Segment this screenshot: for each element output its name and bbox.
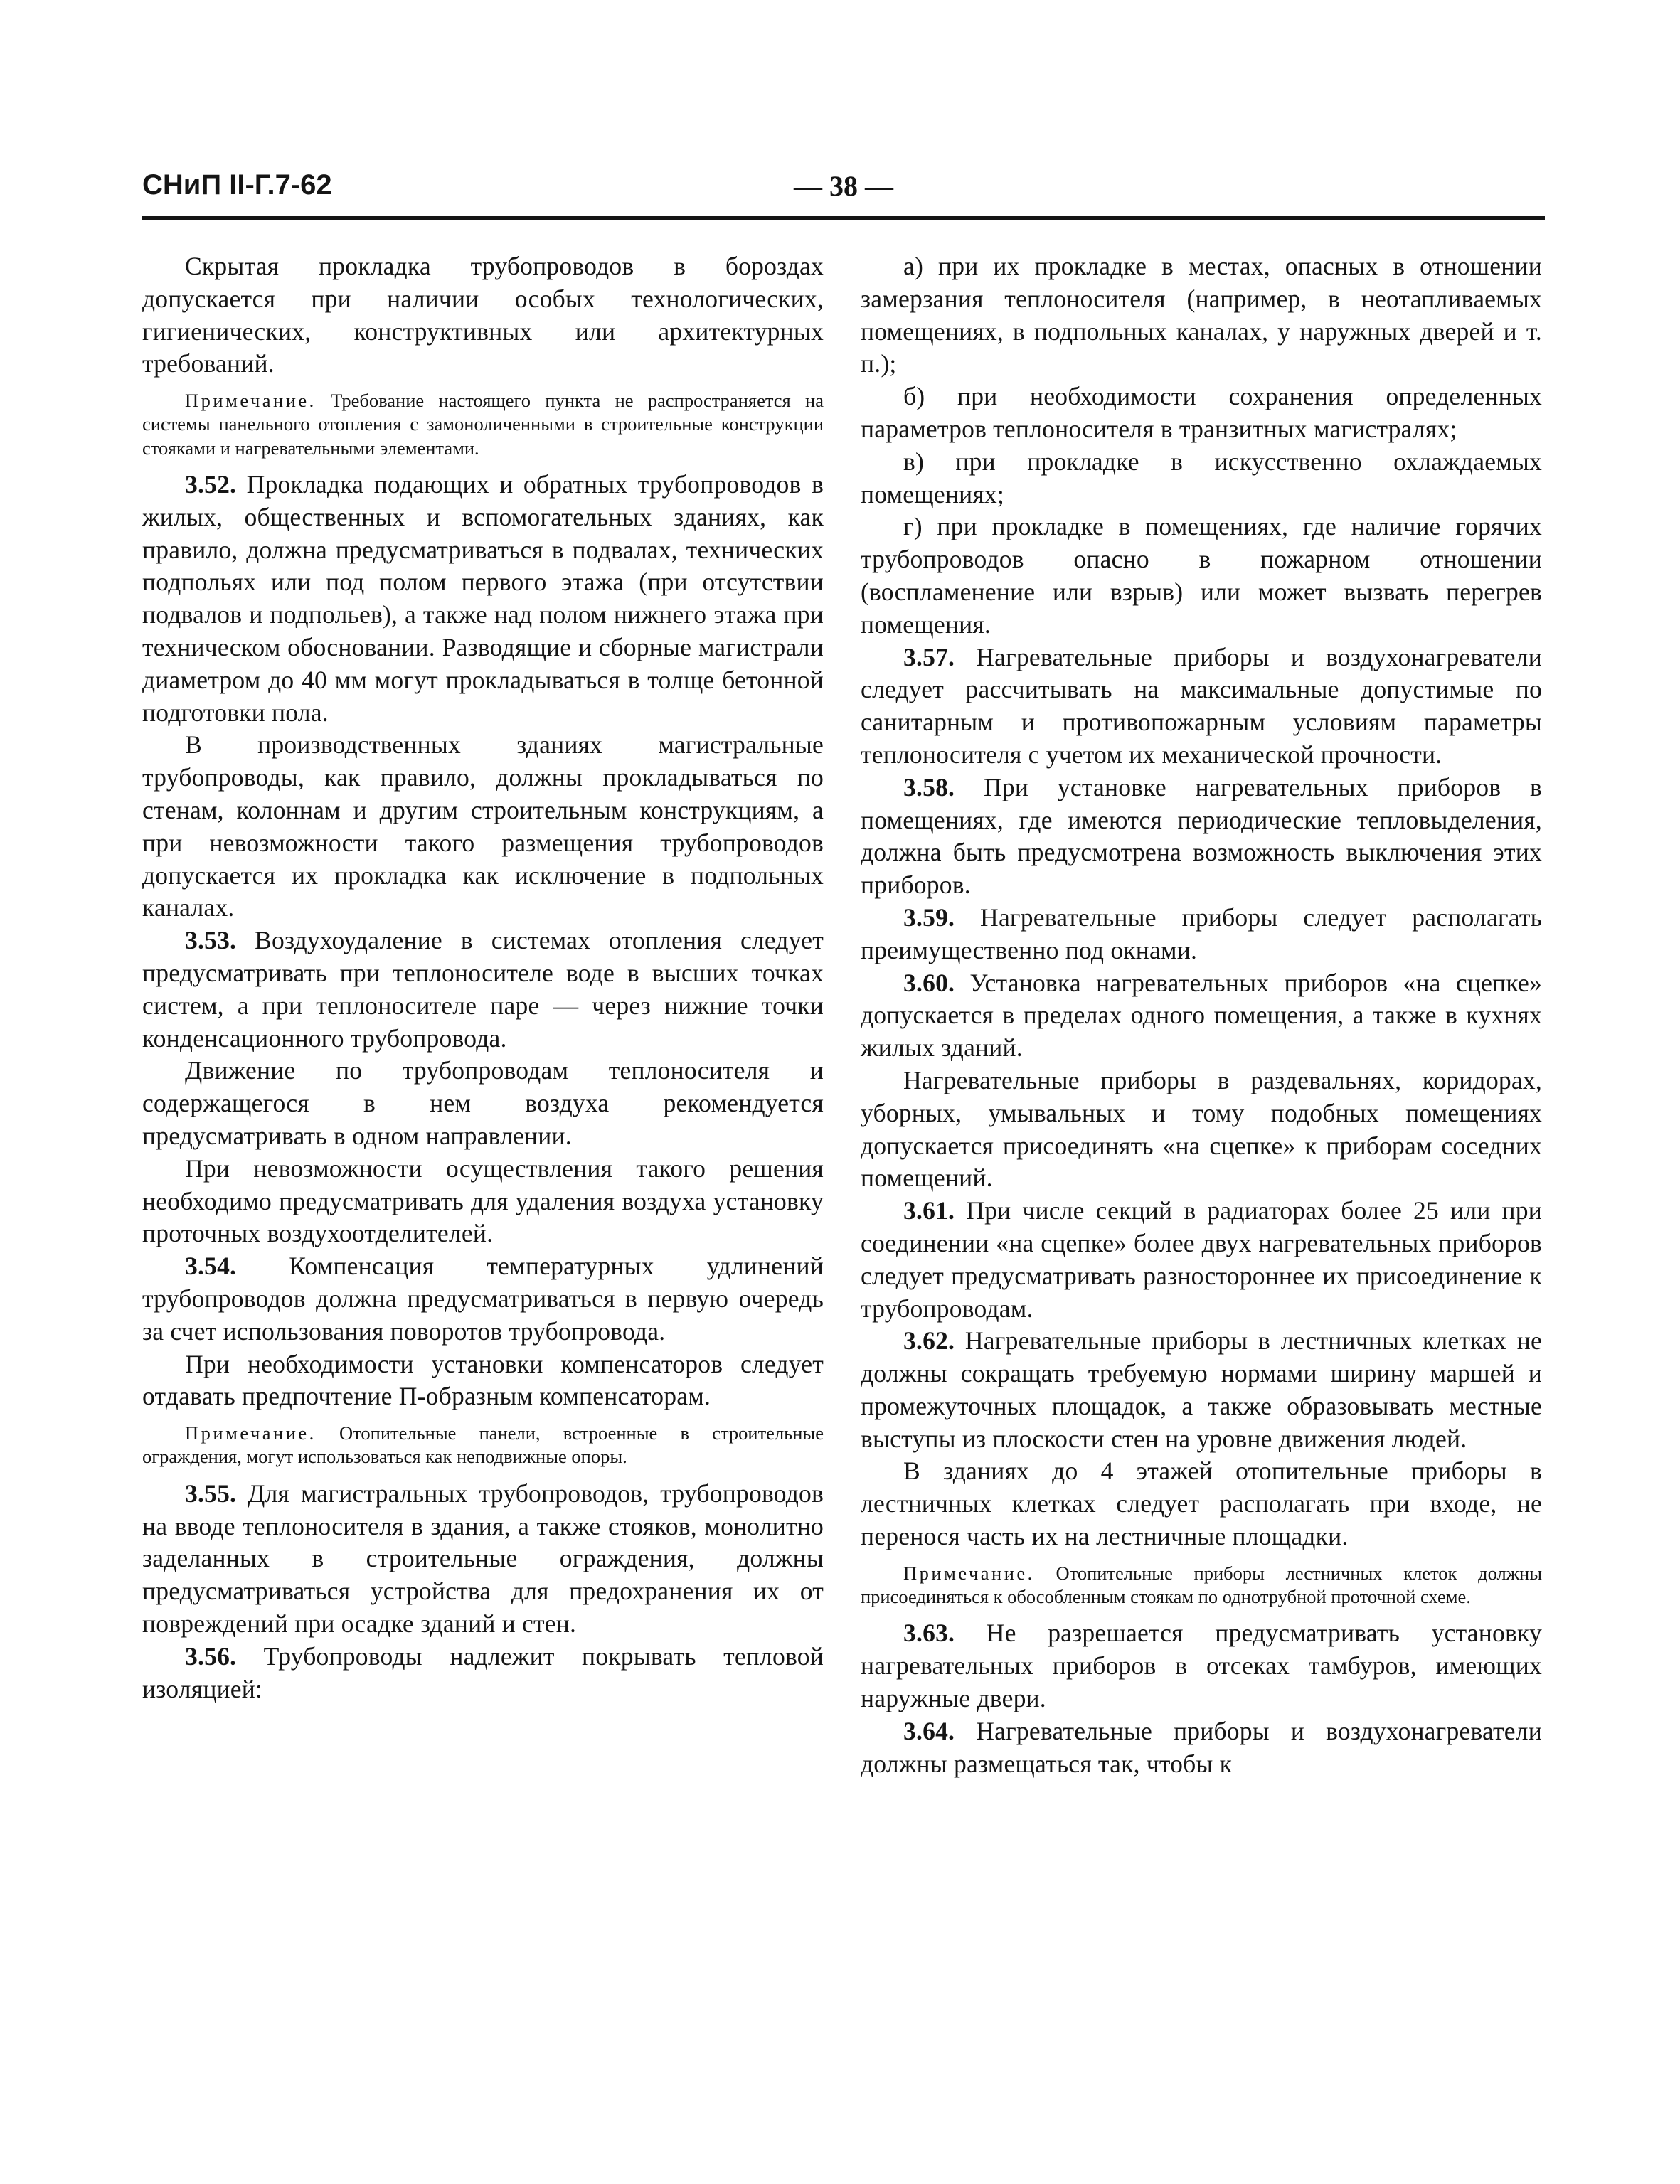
note-text: Отопительные панели, встроенные в строительные ограждения, могут использоваться как неподвижные опоры. <box>142 1422 824 1468</box>
text-paragraph <box>142 250 824 380</box>
clause-number: 3.61. <box>903 1196 955 1225</box>
paragraph-text: Компенсация температурных удлинений трубопроводов должна предусматриваться в первую очередь за счет использования поворотов трубопровода. <box>142 1252 824 1346</box>
clause-number: 3.54. <box>185 1252 237 1281</box>
text-paragraph <box>861 380 1542 446</box>
paragraph-text: а) при их прокладке в местах, опасных в отношении замерзания теплоносителя (например, в неотапливаемых помещениях, в подпольных каналах, у наружных дверей и т. п.); <box>861 252 1542 378</box>
page-number: — 38 — <box>794 170 893 202</box>
paragraph-text: В зданиях до 4 этажей отопительные приборы в лестничных клетках следует располагать при входе, не перенося часть их на лестничные площадки. <box>861 1456 1542 1551</box>
text-paragraph <box>142 1055 824 1152</box>
paragraph-text: Нагревательные приборы и воздухонагреватели должны размещаться так, чтобы к <box>861 1716 1542 1778</box>
clause-number: 3.62. <box>903 1326 955 1355</box>
text-paragraph <box>861 1065 1542 1195</box>
document-code: СНиП II-Г.7-62 <box>142 169 332 201</box>
note-text: Требование настоящего пункта не распространяется на системы панельного отопления с замоноличенными в строительные конструкции стояками и нагревательными элементами. <box>142 390 824 459</box>
text-paragraph <box>861 511 1542 641</box>
clause-paragraph <box>861 641 1542 772</box>
text-paragraph <box>142 1153 824 1250</box>
clause-paragraph <box>861 1617 1542 1715</box>
text-paragraph <box>142 1348 824 1414</box>
paragraph-text: В производственных зданиях магистральные трубопроводы, как правило, должны прокладываться по стенам, колоннам и другим строительным конструкциям, а при невозможности такого размещения трубопроводов допускается их прокладка как исключение в подпольных каналах. <box>142 730 824 922</box>
note-text: Отопительные приборы лестничных клеток должны присоединяться к обособленным стоякам по однотрубной проточной схеме. <box>861 1562 1543 1608</box>
clause-number: 3.52. <box>185 470 237 499</box>
text-paragraph <box>861 1455 1542 1552</box>
clause-number: 3.64. <box>903 1716 955 1745</box>
paragraph-text: При необходимости установки компенсаторов следует отдавать предпочтение П-образным компенсаторам. <box>142 1349 824 1411</box>
paragraph-text: Установка нагревательных приборов «на сцепке» допускается в пределах одного помещения, а также в кухнях жилых зданий. <box>861 968 1542 1062</box>
clause-paragraph <box>861 1325 1542 1455</box>
text-paragraph <box>142 729 824 925</box>
paragraph-text: Нагревательные приборы и воздухонагреватели следует рассчитывать на максимальные допустимые по санитарным и противопожарным условиям параметры теплоносителя с учетом их механической прочности. <box>861 642 1542 769</box>
note-label: Примечание. <box>185 390 317 412</box>
clause-number: 3.56. <box>185 1641 237 1671</box>
paragraph-text: Трубопроводы надлежит покрывать тепловой изоляцией: <box>142 1641 824 1703</box>
paragraph-text: г) при прокладке в помещениях, где наличие горячих трубопроводов опасно в пожарном отношении (воспламенение или взрыв) или может вызвать перегрев помещения. <box>861 512 1542 639</box>
clause-paragraph <box>861 1195 1542 1325</box>
right-column <box>861 250 1542 1780</box>
paragraph-text: б) при необходимости сохранения определенных параметров теплоносителя в транзитных магистралях; <box>861 382 1542 443</box>
note-label: Примечание. <box>185 1422 317 1444</box>
paragraph-text: При невозможности осуществления такого решения необходимо предусматривать для удаления воздуха установку проточных воздухоотделителей. <box>142 1154 824 1248</box>
text-paragraph <box>861 250 1542 380</box>
clause-number: 3.58. <box>903 772 955 801</box>
clause-paragraph <box>142 1250 824 1348</box>
clause-paragraph <box>142 1478 824 1641</box>
paragraph-text: Движение по трубопроводам теплоносителя и содержащегося в нем воздуха рекомендуется предусматривать в одном направлении. <box>142 1056 824 1151</box>
clause-number: 3.59. <box>903 902 955 932</box>
clause-paragraph <box>142 1641 824 1706</box>
clause-paragraph <box>861 967 1542 1065</box>
clause-number: 3.57. <box>903 642 955 671</box>
clause-paragraph <box>861 1715 1542 1781</box>
text-paragraph <box>861 446 1542 511</box>
clause-number: 3.55. <box>185 1479 237 1508</box>
paragraph-text: Нагревательные приборы в раздевальнях, коридорах, уборных, умывальных и тому подобных помещениях допускается присоединять «на сцепке» к приборам соседних помещений. <box>861 1065 1542 1193</box>
page-header <box>142 169 1545 212</box>
paragraph-text: Воздухоудаление в системах отопления следует предусматривать при теплоносителе воде в высших точках систем, а при теплоносителе паре — через нижние точки конденсационного трубопровода. <box>142 926 824 1053</box>
header-rule <box>142 216 1545 220</box>
left-column <box>142 250 824 1705</box>
clause-number: 3.53. <box>185 926 237 955</box>
paragraph-text: Не разрешается предусматривать установку нагревательных приборов в отсеках тамбуров, имеющих наружные двери. <box>861 1619 1542 1713</box>
clause-paragraph <box>142 925 824 1055</box>
paragraph-text: в) при прокладке в искусственно охлаждаемых помещениях; <box>861 447 1542 508</box>
note-paragraph <box>861 1562 1542 1609</box>
clause-number: 3.63. <box>903 1619 955 1648</box>
note-paragraph <box>142 1422 824 1469</box>
paragraph-text: Нагревательные приборы следует располагать преимущественно под окнами. <box>861 902 1542 964</box>
paragraph-text: Скрытая прокладка трубопроводов в бороздах допускается при наличии особых технологических, гигиенических, конструктивных или архитектурных требований. <box>142 252 824 378</box>
clause-paragraph <box>861 902 1542 967</box>
note-label: Примечание. <box>903 1562 1035 1584</box>
clause-paragraph <box>861 772 1542 902</box>
clause-number: 3.60. <box>903 968 955 997</box>
paragraph-text: Прокладка подающих и обратных трубопроводов в жилых, общественных и вспомогательных зданиях, как правило, должна предусматриваться в подвалах, технических подпольях или под полом первого этажа (при отсутствии подвалов и подпольев), а также над полом нижнего этажа при техническом обосновании. Разводящие и сборные магистрали диаметром до 40 мм могут прокладываться в толще бетонной подготовки пола. <box>142 470 824 727</box>
clause-paragraph <box>142 469 824 729</box>
paragraph-text: Для магистральных трубопроводов, трубопроводов на вводе теплоносителя в здания, а также стояков, монолитно заделанных в строительные ограждения, должны предусматриваться устройства для предохранения их от повреждений при осадке зданий и стен. <box>142 1479 824 1638</box>
paragraph-text: При числе секций в радиаторах более 25 или при соединении «на сцепке» более двух нагревательных приборов следует предусматривать разностороннее их присоединение к трубопроводам. <box>861 1196 1542 1323</box>
paragraph-text: При установке нагревательных приборов в помещениях, где имеются периодические тепловыделения, должна быть предусмотрена возможность выключения этих приборов. <box>861 772 1542 900</box>
note-paragraph <box>142 389 824 460</box>
paragraph-text: Нагревательные приборы в лестничных клетках не должны сокращать требуемую нормами ширину маршей и промежуточных площадок, а также образовывать местные выступы из плоскости стен на уровне движения людей. <box>861 1326 1542 1453</box>
